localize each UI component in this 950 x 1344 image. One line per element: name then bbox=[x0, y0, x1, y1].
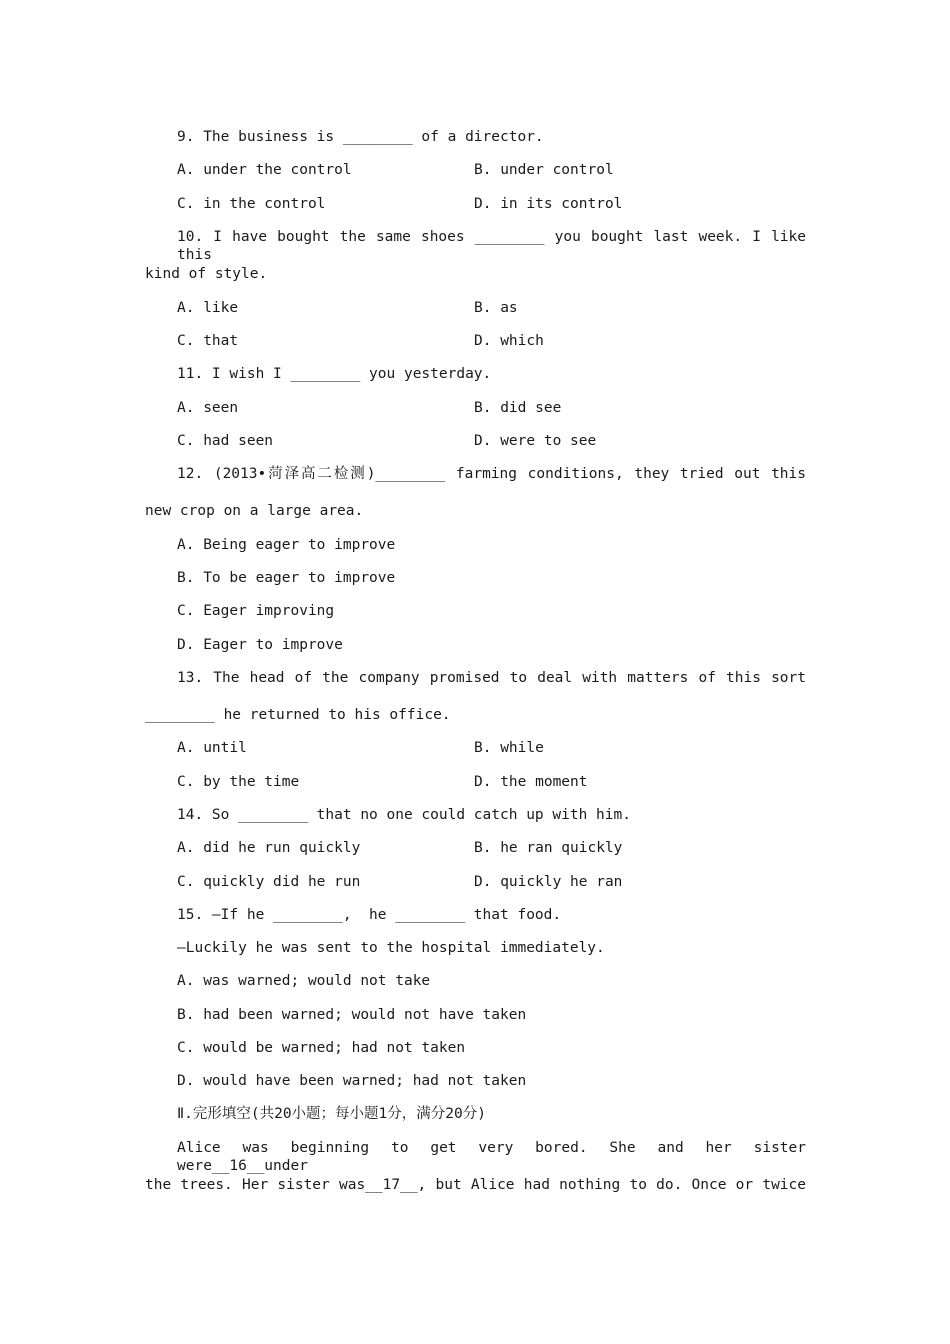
question-9-option-d: D. in its control bbox=[474, 196, 623, 212]
question-12-option-b: B. To be eager to improve bbox=[177, 570, 396, 586]
question-9-option-b: B. under control bbox=[474, 162, 614, 178]
question-10-option-a: A. like bbox=[177, 300, 239, 316]
question-13-option-a: A. until bbox=[177, 740, 247, 756]
question-13-option-b: B. while bbox=[474, 740, 544, 756]
question-10-option-b: B. as bbox=[474, 300, 518, 316]
question-10-stem-line1: 10. I have bought the same shoes ________ you bought last week. I like this bbox=[177, 229, 806, 263]
question-14-option-d: D. quickly he ran bbox=[474, 874, 623, 890]
question-9-stem: 9. The business is ________ of a director. bbox=[177, 129, 544, 145]
question-14-option-c: C. quickly did he run bbox=[177, 874, 361, 890]
question-13-option-c: C. by the time bbox=[177, 774, 300, 790]
question-10-option-d: D. which bbox=[474, 333, 544, 349]
passage-line-1: Alice was beginning to get very bored. She and her sister were__16__under bbox=[177, 1140, 806, 1174]
question-15-dialog: —Luckily he was sent to the hospital immediately. bbox=[177, 940, 605, 956]
question-14-option-b: B. he ran quickly bbox=[474, 840, 623, 856]
question-12-option-d: D. Eager to improve bbox=[177, 637, 343, 653]
question-13-option-d: D. the moment bbox=[474, 774, 588, 790]
question-15-option-b: B. had been warned; would not have taken bbox=[177, 1007, 527, 1023]
question-9-option-c: C. in the control bbox=[177, 196, 326, 212]
section-heading: Ⅱ.完形填空(共20小题；每小题1分，满分20分) bbox=[177, 1106, 486, 1122]
question-13-stem-line2: ________ he returned to his office. bbox=[145, 707, 451, 723]
question-15-option-c: C. would be warned; had not taken bbox=[177, 1040, 466, 1056]
question-15-stem: 15. —If he ________, he ________ that food. bbox=[177, 907, 562, 923]
question-11-option-b: B. did see bbox=[474, 400, 562, 416]
question-12-stem-line1: 12. (2013•菏泽高二检测)________ farming conditions, they tried out this bbox=[177, 466, 806, 482]
question-12-option-c: C. Eager improving bbox=[177, 603, 335, 619]
question-10-option-c: C. that bbox=[177, 333, 239, 349]
question-10-stem-line2: kind of style. bbox=[145, 266, 268, 282]
question-14-option-a: A. did he run quickly bbox=[177, 840, 361, 856]
question-14-stem: 14. So ________ that no one could catch up with him. bbox=[177, 807, 631, 823]
question-11-option-c: C. had seen bbox=[177, 433, 274, 449]
question-11-option-a: A. seen bbox=[177, 400, 239, 416]
question-11-stem: 11. I wish I ________ you yesterday. bbox=[177, 366, 492, 382]
passage-line-2: the trees. Her sister was__17__, but Alice had nothing to do. Once or twice bbox=[145, 1177, 806, 1193]
question-15-option-a: A. was warned; would not take bbox=[177, 973, 431, 989]
question-12-stem-line2: new crop on a large area. bbox=[145, 503, 364, 519]
question-13-stem-line1: 13. The head of the company promised to deal with matters of this sort bbox=[177, 670, 806, 686]
question-9-option-a: A. under the control bbox=[177, 162, 352, 178]
question-15-option-d: D. would have been warned; had not taken bbox=[177, 1073, 527, 1089]
question-12-option-a: A. Being eager to improve bbox=[177, 537, 396, 553]
question-11-option-d: D. were to see bbox=[474, 433, 597, 449]
